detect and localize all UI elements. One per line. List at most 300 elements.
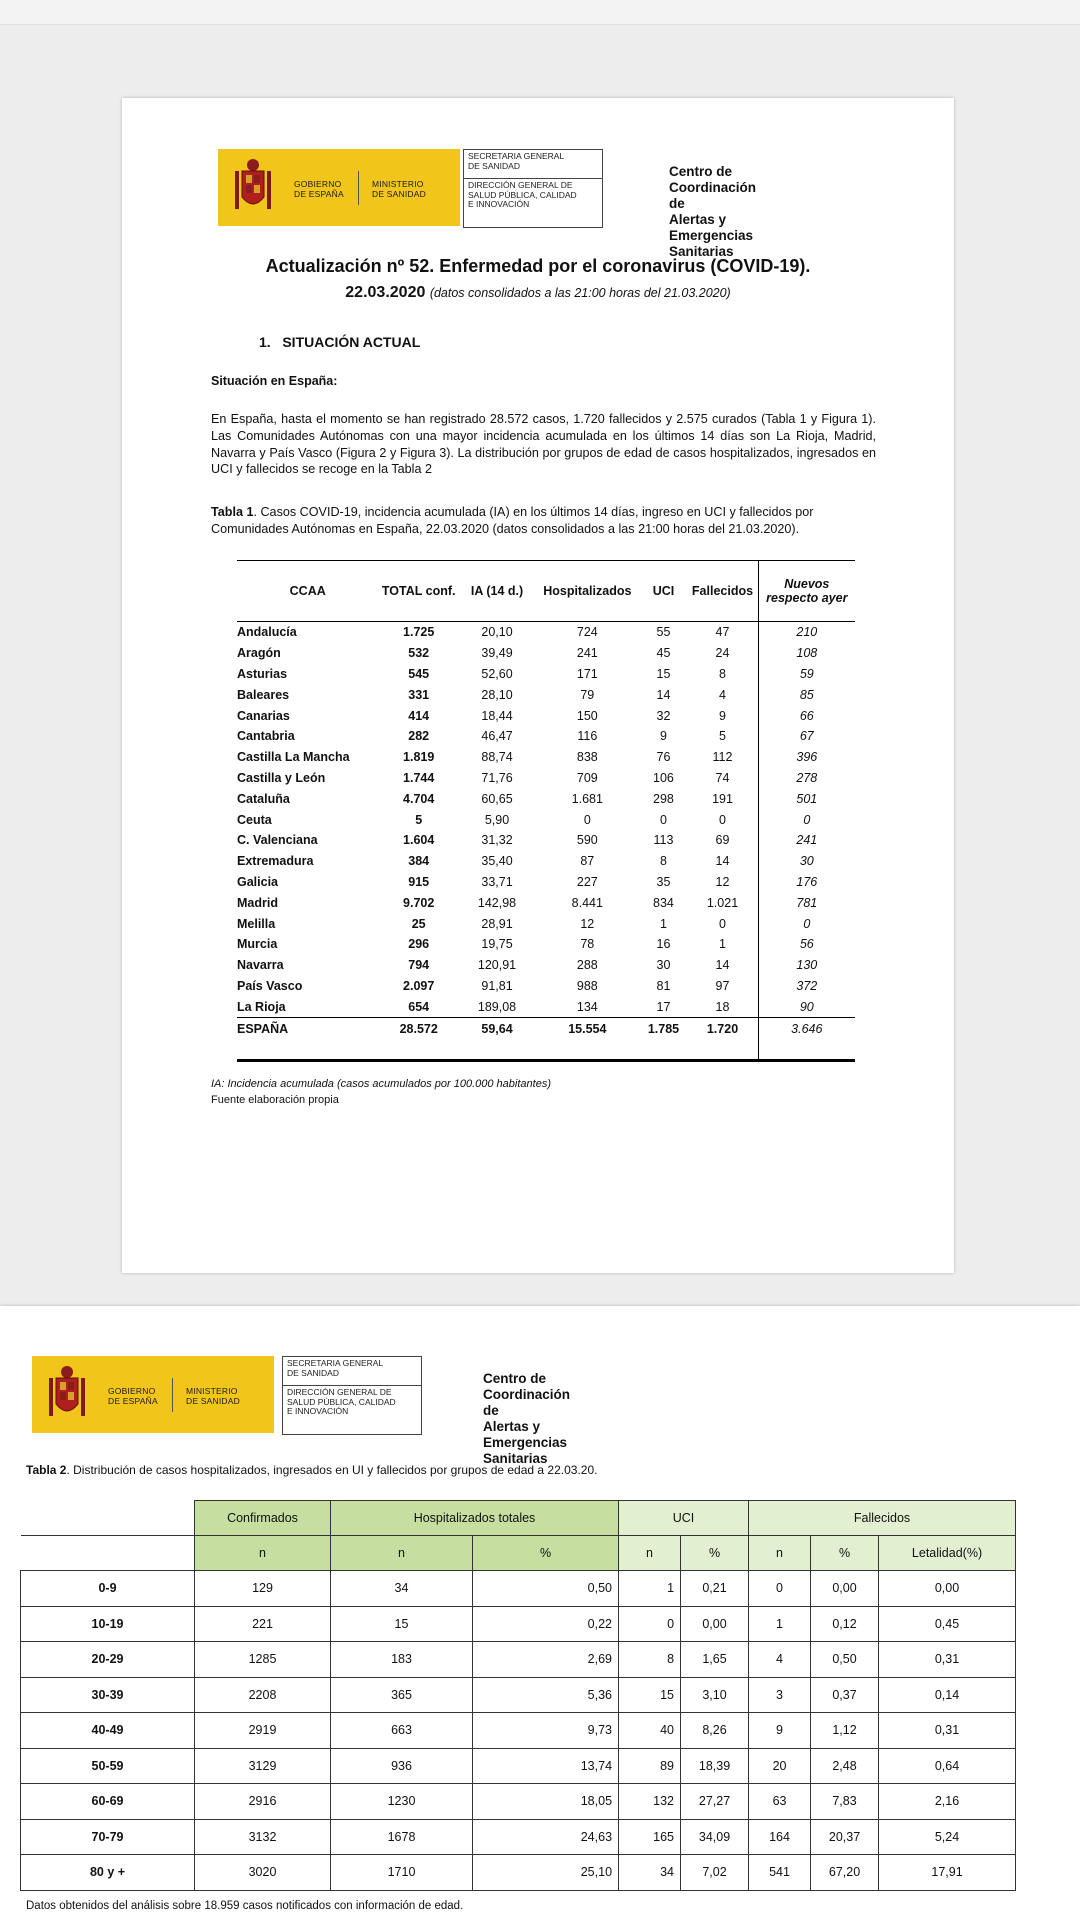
table1-cell: 0	[719, 812, 726, 827]
table1-ccaa	[237, 560, 855, 1062]
table2-cell: 183	[331, 1642, 473, 1678]
table2-cell: 15	[331, 1606, 473, 1642]
table1-cell: 78	[580, 937, 595, 952]
table1-cell: 794	[408, 958, 430, 973]
table1-cell: Canarias	[237, 708, 290, 723]
table-row	[237, 809, 855, 830]
age-group-cell: 80 y +	[21, 1855, 195, 1891]
table2-cell: 1	[619, 1571, 681, 1607]
table1-cell: 25	[411, 916, 426, 931]
table1-cell: 5,90	[484, 812, 510, 827]
table2-subheader-row	[21, 1536, 1016, 1571]
table2-cell: 936	[331, 1748, 473, 1784]
table1-cell: 654	[408, 999, 430, 1014]
table1-spacer-cell	[459, 1039, 535, 1061]
table2-cell: 5,36	[473, 1677, 619, 1713]
report-date-note: (datos consolidados a las 21:00 horas del 21.03.2020)	[429, 286, 731, 300]
table1-cell: 74	[715, 770, 730, 785]
table1-cell: 35,40	[481, 854, 513, 869]
ministerio-text: MINISTERIO DE SANIDAD	[186, 1386, 240, 1406]
table1-cell: 113	[653, 833, 674, 848]
table1-cell: Murcia	[237, 937, 278, 952]
table1-cell: 12	[715, 874, 730, 889]
coat-of-arms-icon	[232, 157, 274, 217]
gobierno-text: GOBIERNO DE ESPAÑA	[108, 1386, 158, 1406]
table-row	[21, 1819, 1016, 1855]
table-row	[237, 726, 855, 747]
table1-cell: 47	[715, 625, 730, 640]
table1-cell: 67	[758, 726, 855, 747]
ministerio-text: MINISTERIO DE SANIDAD	[372, 179, 426, 199]
table1-caption	[211, 504, 876, 538]
table-row	[21, 1606, 1016, 1642]
table2-cell: 0,00	[811, 1571, 879, 1607]
table2-cell: 15	[619, 1677, 681, 1713]
table1-cell: 0	[758, 809, 855, 830]
table1-cell: 331	[408, 687, 430, 702]
table1-header-row	[237, 561, 855, 622]
group-fallecidos: Fallecidos	[749, 1501, 1016, 1536]
table1-cell: 278	[758, 768, 855, 789]
logo-separator	[358, 171, 359, 205]
table1-cell: 396	[758, 747, 855, 768]
table1-cell: 85	[758, 684, 855, 705]
table1-cell: 296	[408, 937, 430, 952]
table2-cell: 0,50	[473, 1571, 619, 1607]
table1-cell: 590	[576, 833, 598, 848]
gobierno-logo-band-2	[32, 1356, 274, 1433]
table2-cell: 0,31	[879, 1713, 1016, 1749]
table1-cell: 120,91	[477, 958, 517, 973]
table1-cell: 14	[715, 958, 730, 973]
table1-cell: 781	[758, 892, 855, 913]
ia-note: IA: Incidencia acumulada (casos acumulados por 100.000 habitantes)	[211, 1078, 551, 1090]
report-date-line	[122, 284, 954, 302]
table1-spacer-cell	[758, 1039, 855, 1061]
table1-cell: 1.681	[571, 791, 603, 806]
table1-cell: Aragón	[237, 646, 281, 661]
table-row	[21, 1713, 1016, 1749]
table2-cell: 34	[331, 1571, 473, 1607]
table2-cell: 0,50	[811, 1642, 879, 1678]
situation-paragraph: En España, hasta el momento se han registrado 28.572 casos, 1.720 fallecidos y 2.575 curados (Tabla 1 y Figura 1). Las Comunidades Autónomas con una mayor incidencia acumulada en los últimos 14 días son La Rioja, Madrid, Navarra y País Vasco (Figura 2 y Figura 3). La distribución por grupos de edad de casos hospitalizados, ingresados en UCI y fallecidos se recoge en la Tabla 2	[211, 412, 876, 477]
centro-coordinacion-text: Centro de Coordinación de Alertas y Emergencias Sanitarias	[483, 1371, 570, 1466]
table2-cell: 7,02	[681, 1855, 749, 1891]
table2-cell: 365	[331, 1677, 473, 1713]
table1-cell: La Rioja	[237, 999, 286, 1014]
table2-cell: 9,73	[473, 1713, 619, 1749]
table1-cell: 33,71	[481, 874, 513, 889]
table2-cell: 0	[619, 1606, 681, 1642]
table2-cell: 0,21	[681, 1571, 749, 1607]
table1-cell: Madrid	[237, 895, 278, 910]
table1-cell: 1.744	[403, 770, 435, 785]
table1-cell: 4.704	[403, 791, 435, 806]
table1-cell: 59	[758, 664, 855, 685]
table-row	[237, 684, 855, 705]
table2-cell: 7,83	[811, 1784, 879, 1820]
table2-caption-text: . Distribución de casos hospitalizados, ingresados en UI y fallecidos por grupos de edad a 22.03.20.	[66, 1463, 598, 1477]
table1-cell: 134	[576, 999, 598, 1014]
table1-cell: 24	[715, 646, 730, 661]
table-row	[21, 1748, 1016, 1784]
table1-cell: 288	[576, 958, 598, 973]
table1-cell: 227	[576, 874, 598, 889]
direccion-text: DIRECCIÓN GENERAL DE SALUD PÚBLICA, CALIDAD E INNOVACIÓN	[287, 1387, 396, 1416]
table1-cell: 191	[712, 791, 733, 806]
table1-cell: 0	[719, 916, 726, 931]
table1-cell: 28.572	[378, 1018, 459, 1039]
table1-cell: 14	[715, 854, 730, 869]
table2-cell: 18,05	[473, 1784, 619, 1820]
table-row	[21, 1855, 1016, 1891]
table1-cell: 18,44	[481, 708, 513, 723]
table1-cell: 17	[656, 999, 671, 1014]
table2-cell: 0	[749, 1571, 811, 1607]
table2-cell: 2,69	[473, 1642, 619, 1678]
table2-cell: 0,37	[811, 1677, 879, 1713]
table2-cell: 1285	[195, 1642, 331, 1678]
table1-cell: 59,64	[459, 1018, 535, 1039]
table2-subheader-cell: %	[681, 1536, 749, 1571]
table2-cell: 0,45	[879, 1606, 1016, 1642]
table1-cell: País Vasco	[237, 978, 303, 993]
table2-cell: 8	[619, 1642, 681, 1678]
subsection-heading: Situación en España:	[211, 374, 338, 388]
table1-header-cell: CCAA	[237, 561, 378, 622]
table1-cell: 241	[758, 830, 855, 851]
table1-header-cell: Hospitalizados	[535, 561, 639, 622]
table2-cell: 0,22	[473, 1606, 619, 1642]
table1-cell: 69	[715, 833, 730, 848]
table2-cell: 132	[619, 1784, 681, 1820]
table1-cell: 81	[656, 978, 671, 993]
table1-cell: 532	[408, 646, 430, 661]
table2-cell: 1710	[331, 1855, 473, 1891]
table1-cell: 130	[758, 955, 855, 976]
table1-cell: 545	[408, 666, 430, 681]
document-page-2	[0, 1306, 1080, 1920]
table1-cell: 112	[712, 750, 733, 765]
table1-cell: 1	[659, 916, 667, 931]
table1-cell: 32	[656, 708, 671, 723]
table2-corner-sub	[21, 1536, 195, 1571]
table1-cell: Cantabria	[237, 729, 295, 744]
table1-bottom-rule	[237, 1039, 855, 1061]
group-uci: UCI	[619, 1501, 749, 1536]
table1-cell: 9	[659, 729, 667, 744]
table2-cell: 24,63	[473, 1819, 619, 1855]
table1-total-row	[237, 1018, 855, 1039]
table2-corner	[21, 1501, 195, 1536]
table-row	[237, 955, 855, 976]
table2-cell: 2,16	[879, 1784, 1016, 1820]
table1-cell: 0	[758, 913, 855, 934]
table1-cell: 9.702	[403, 895, 435, 910]
document-page-1	[122, 98, 954, 1273]
direccion-text: DIRECCIÓN GENERAL DE SALUD PÚBLICA, CALIDAD E INNOVACIÓN	[468, 180, 577, 209]
secretaria-text: SECRETARIA GENERAL DE SANIDAD	[464, 150, 602, 179]
coat-of-arms-icon	[46, 1364, 88, 1424]
table2-cell: 34	[619, 1855, 681, 1891]
table-row	[237, 830, 855, 851]
table1-cell: 18	[715, 999, 730, 1014]
table1-cell: Navarra	[237, 958, 284, 973]
table1-cell: Melilla	[237, 916, 276, 931]
table-row	[237, 892, 855, 913]
table-row	[237, 996, 855, 1017]
table2-subheader-cell: %	[473, 1536, 619, 1571]
table1-cell: 30	[758, 851, 855, 872]
age-group-cell: 10-19	[21, 1606, 195, 1642]
table1-cell: 1.725	[403, 625, 435, 640]
gobierno-logo-band	[218, 149, 460, 226]
table1-cell: 66	[758, 705, 855, 726]
table1-cell: 90	[758, 996, 855, 1017]
table1-cell: 1.819	[403, 750, 435, 765]
table1-cell: 142,98	[477, 895, 517, 910]
table1-cell: 87	[580, 854, 595, 869]
table2-cell: 4	[749, 1642, 811, 1678]
group-confirmados: Confirmados	[195, 1501, 331, 1536]
table1-cell: Ceuta	[237, 812, 272, 827]
table2-cell: 8,26	[681, 1713, 749, 1749]
table2-cell: 0,12	[811, 1606, 879, 1642]
table-row	[237, 664, 855, 685]
table2-cell: 9	[749, 1713, 811, 1749]
table1-cell: Cataluña	[237, 791, 290, 806]
viewer-top-bar	[0, 0, 1080, 25]
table2-caption	[26, 1463, 597, 1477]
table2-cell: 0,00	[681, 1606, 749, 1642]
table1-cell: 414	[408, 708, 430, 723]
table1-cell: 5	[415, 812, 423, 827]
table1-cell: 4	[719, 687, 726, 702]
secretaria-box	[282, 1356, 422, 1435]
table1-cell: 55	[656, 625, 671, 640]
table1-cell: 1	[719, 937, 726, 952]
table2-cell: 0,31	[879, 1642, 1016, 1678]
table-row	[237, 643, 855, 664]
table2-cell: 20,37	[811, 1819, 879, 1855]
table1-cell: 20,10	[481, 625, 513, 640]
table1-cell: 79	[580, 687, 595, 702]
table2-cell: 5,24	[879, 1819, 1016, 1855]
table2-cell: 2919	[195, 1713, 331, 1749]
table2-cell: 17,91	[879, 1855, 1016, 1891]
table1-header-cell: Nuevos respecto ayer	[758, 561, 855, 622]
table1-cell: 71,76	[481, 770, 513, 785]
table1-spacer-cell	[640, 1039, 688, 1061]
table2-cell: 0,14	[879, 1677, 1016, 1713]
table2-footnote: Datos obtenidos del análisis sobre 18.959 casos notificados con información de edad.	[26, 1900, 464, 1912]
table1-cell: 46,47	[481, 729, 513, 744]
section-heading: 1. SITUACIÓN ACTUAL	[259, 334, 421, 350]
age-group-cell: 0-9	[21, 1571, 195, 1607]
table2-cell: 3	[749, 1677, 811, 1713]
table1-cell: 15	[656, 666, 671, 681]
table2-age-groups	[20, 1500, 1016, 1891]
table2-cell: 3020	[195, 1855, 331, 1891]
secretaria-box	[463, 149, 603, 228]
table1-cell: 76	[656, 750, 671, 765]
table2-cell: 3129	[195, 1748, 331, 1784]
table1-cell: 8.441	[571, 895, 603, 910]
table1-cell: 106	[653, 770, 674, 785]
table2-cell: 40	[619, 1713, 681, 1749]
table2-subheader-cell: n	[619, 1536, 681, 1571]
table1-cell: 384	[408, 854, 430, 869]
age-group-cell: 30-39	[21, 1677, 195, 1713]
table1-cell: 5	[719, 729, 726, 744]
table1-cell: 16	[656, 937, 671, 952]
table-row	[21, 1784, 1016, 1820]
table-row	[21, 1571, 1016, 1607]
table2-cell: 1	[749, 1606, 811, 1642]
table1-cell: 28,10	[481, 687, 513, 702]
age-group-cell: 50-59	[21, 1748, 195, 1784]
table2-cell: 18,39	[681, 1748, 749, 1784]
table1-cell: 12	[580, 916, 595, 931]
table1-cell: 91,81	[481, 978, 513, 993]
table1-cell: 3.646	[758, 1018, 855, 1039]
table1-cell: 210	[758, 622, 855, 643]
centro-coordinacion-text: Centro de Coordinación de Alertas y Emergencias Sanitarias	[669, 164, 756, 259]
gobierno-text: GOBIERNO DE ESPAÑA	[294, 179, 344, 199]
table1-cell: Castilla La Mancha	[237, 750, 350, 765]
table1-cell: 189,08	[477, 999, 517, 1014]
table1-cell: 1.785	[640, 1018, 688, 1039]
table2-cell: 1230	[331, 1784, 473, 1820]
age-group-cell: 70-79	[21, 1819, 195, 1855]
table1-cell: 988	[576, 978, 598, 993]
table1-spacer-cell	[378, 1039, 459, 1061]
table1-cell: 108	[758, 643, 855, 664]
table1-cell: 8	[719, 666, 726, 681]
report-title: Actualización nº 52. Enfermedad por el coronavirus (COVID-19).	[265, 256, 811, 276]
table2-group-header-row	[21, 1501, 1016, 1536]
table2-cell: 3,10	[681, 1677, 749, 1713]
table2-cell: 2916	[195, 1784, 331, 1820]
table1-cell: 30	[656, 958, 671, 973]
table1-cell: 15.554	[535, 1018, 639, 1039]
table1-cell: 282	[408, 729, 430, 744]
table-row	[237, 934, 855, 955]
table2-cell: 3132	[195, 1819, 331, 1855]
table2-cell: 663	[331, 1713, 473, 1749]
table2-cell: 67,20	[811, 1855, 879, 1891]
table2-cell: 0,64	[879, 1748, 1016, 1784]
table-row	[237, 872, 855, 893]
table1-caption-text: . Casos COVID-19, incidencia acumulada (IA) en los últimos 14 días, ingreso en UCI y fallecidos por Comunidades Autónomas en España, 22.03.2020 (datos consolidados a las 21:00 horas del 21.03.2020).	[211, 505, 814, 536]
table2-subheader-cell: n	[195, 1536, 331, 1571]
table1-spacer-cell	[535, 1039, 639, 1061]
table1-cell: 14	[656, 687, 671, 702]
table1-cell: 501	[758, 788, 855, 809]
table1-cell: 724	[576, 625, 598, 640]
table-row	[21, 1642, 1016, 1678]
table2-subheader-cell: %	[811, 1536, 879, 1571]
table1-cell: 372	[758, 976, 855, 997]
table-row	[237, 747, 855, 768]
table2-cell: 13,74	[473, 1748, 619, 1784]
table2-cell: 1678	[331, 1819, 473, 1855]
table2-cell: 129	[195, 1571, 331, 1607]
table-row	[237, 768, 855, 789]
report-date: 22.03.2020	[345, 284, 426, 301]
group-hospitalizados: Hospitalizados totales	[331, 1501, 619, 1536]
table-row	[21, 1677, 1016, 1713]
table1-cell: 1.021	[706, 895, 739, 910]
table-row	[237, 622, 855, 643]
table1-cell: ESPAÑA	[237, 1018, 378, 1039]
table1-label: Tabla 1	[211, 505, 254, 519]
table1-header-cell: UCI	[640, 561, 688, 622]
table1-cell: 709	[576, 770, 598, 785]
table1-cell: 19,75	[481, 937, 513, 952]
table2-cell: 165	[619, 1819, 681, 1855]
table2-cell: 34,09	[681, 1819, 749, 1855]
table1-cell: 35	[656, 874, 671, 889]
table1-cell: 0	[583, 812, 591, 827]
table1-header-cell: IA (14 d.)	[459, 561, 535, 622]
table1-cell: 31,32	[481, 833, 513, 848]
table1-spacer-cell	[687, 1039, 758, 1061]
table2-cell: 2,48	[811, 1748, 879, 1784]
age-group-cell: 60-69	[21, 1784, 195, 1820]
table-row	[237, 976, 855, 997]
table1-cell: 45	[656, 646, 671, 661]
table1-cell: Castilla y León	[237, 770, 326, 785]
table1-header-cell: Fallecidos	[687, 561, 758, 622]
secretaria-text: SECRETARIA GENERAL DE SANIDAD	[283, 1357, 421, 1386]
table1-cell: Asturias	[237, 666, 288, 681]
table2-subheader-cell: n	[749, 1536, 811, 1571]
table1-cell: 176	[758, 872, 855, 893]
table-row	[237, 705, 855, 726]
table1-cell: Galicia	[237, 874, 278, 889]
table1-cell: 838	[576, 750, 598, 765]
table1-cell: 88,74	[481, 750, 513, 765]
table1-cell: 298	[653, 791, 674, 806]
table1-cell: 60,65	[481, 791, 513, 806]
table2-cell: 0,00	[879, 1571, 1016, 1607]
table2-cell: 89	[619, 1748, 681, 1784]
table2-cell: 541	[749, 1855, 811, 1891]
table1-cell: 39,49	[481, 646, 513, 661]
table2-label: Tabla 2	[26, 1463, 67, 1477]
table1-cell: 9	[719, 708, 726, 723]
table2-cell: 1,12	[811, 1713, 879, 1749]
table1-cell: C. Valenciana	[237, 833, 318, 848]
table1-cell: 97	[715, 978, 730, 993]
table1-cell: Andalucía	[237, 625, 297, 640]
table1-cell: 56	[758, 934, 855, 955]
table2-cell: 20	[749, 1748, 811, 1784]
table1-cell: 0	[659, 812, 667, 827]
table1-cell: 150	[576, 708, 598, 723]
age-group-cell: 20-29	[21, 1642, 195, 1678]
table1-cell: 8	[659, 854, 667, 869]
table2-subheader-cell: Letalidad(%)	[879, 1536, 1016, 1571]
table2-cell: 1,65	[681, 1642, 749, 1678]
table1-cell: 1.604	[403, 833, 435, 848]
table1-cell: Baleares	[237, 687, 290, 702]
table1-cell: Extremadura	[237, 854, 314, 869]
table1-cell: 52,60	[481, 666, 513, 681]
table2-cell: 25,10	[473, 1855, 619, 1891]
table1-cell: 171	[576, 666, 598, 681]
